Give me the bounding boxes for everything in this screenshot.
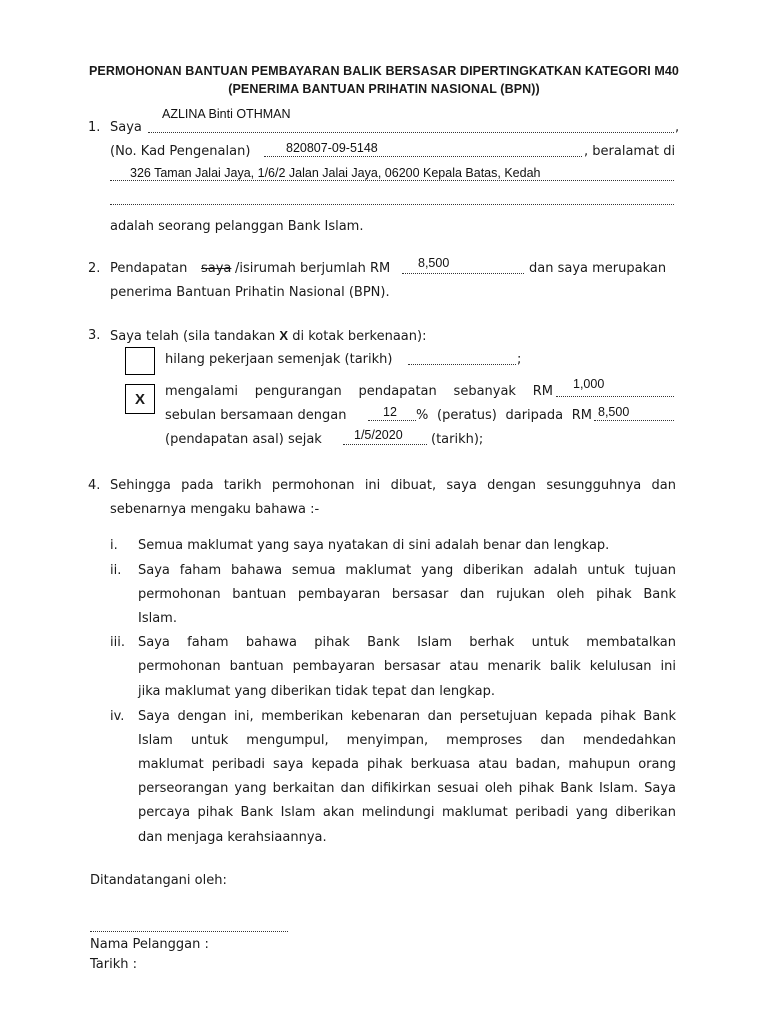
signed-by-label: Ditandatangani oleh: (90, 873, 227, 888)
customer-name-field[interactable] (148, 132, 674, 133)
declaration-item-number: i. (110, 538, 118, 553)
income-amount-field[interactable] (402, 273, 524, 274)
declaration-item-line: Islam. (138, 611, 177, 626)
tarikh-label: (tarikh); (431, 432, 484, 447)
reduction-amount-field[interactable] (556, 396, 674, 397)
since-date-value: 1/5/2020 (354, 428, 403, 442)
income-amount-value: 8,500 (418, 256, 450, 270)
section-2-number: 2. (88, 261, 101, 276)
declaration-item-number: ii. (110, 563, 122, 578)
job-loss-date-field[interactable] (408, 364, 516, 365)
declaration-item-line: permohonan bantuan pembayaran bersasar atau menarik balik kelulusan ini (138, 659, 676, 674)
job-loss-checkbox[interactable] (125, 347, 155, 375)
declaration-item-line: Saya dengan ini, memberikan kebenaran dan persetujuan kepada pihak Bank (138, 709, 676, 724)
peratus-label: % (peratus) daripada RM (416, 408, 592, 423)
declaration-item-line: Saya faham bahawa pihak Bank Islam berhak untuk membatalkan (138, 635, 676, 650)
declaration-item-line: Saya faham bahawa semua maklumat yang diberikan adalah untuk tujuan (138, 563, 676, 578)
isirumah-label: /isirumah berjumlah RM (235, 261, 391, 276)
beralamat-label: , beralamat di (584, 144, 676, 159)
bpn-statement: penerima Bantuan Prihatin Nasional (BPN). (110, 285, 390, 300)
original-income-value: 8,500 (598, 405, 630, 419)
section-3-instruction: Saya telah (sila tandakan X di kotak berkenaan): (110, 328, 427, 344)
declaration-item-line: maklumat peribadi saya kepada pihak berkuasa atau badan, mahupun orang (138, 757, 676, 772)
percent-field[interactable] (368, 420, 416, 421)
name-comma: , (675, 120, 680, 135)
job-loss-label: hilang pekerjaan semenjak (tarikh) (165, 352, 393, 367)
section-4-intro-line-2: sebenarnya mengaku bahawa :- (110, 502, 320, 517)
customer-name-label: Nama Pelanggan : (90, 937, 209, 952)
form-title: PERMOHONAN BANTUAN PEMBAYARAN BALIK BERSASAR DIPERTINGKATKAN KATEGORI M40 (89, 64, 679, 78)
percent-value: 12 (383, 405, 397, 419)
saya-struck-text: saya (201, 261, 232, 276)
income-reduction-checkbox[interactable] (125, 384, 155, 414)
form-subtitle: (PENERIMA BANTUAN PRIHATIN NASIONAL (BPN)) (228, 82, 540, 96)
section-4-intro-line-1: Sehingga pada tarikh permohonan ini dibuat, saya dengan sesungguhnya dan (110, 478, 676, 493)
original-income-field[interactable] (594, 420, 674, 421)
declaration-item-line: dan menjaga kerahsiaannya. (138, 830, 327, 845)
job-loss-semicolon: ; (517, 352, 522, 367)
address-field-line-1[interactable] (110, 180, 674, 181)
declaration-item-number: iv. (110, 709, 125, 724)
income-reduction-label: mengalami pengurangan pendapatan sebanyak RM (165, 384, 553, 399)
ic-number-value: 820807-09-5148 (286, 141, 378, 155)
dan-label: dan saya merupakan (529, 261, 667, 276)
section-3-number: 3. (88, 328, 101, 343)
checkbox-x-mark: X (134, 390, 145, 408)
ic-number-field[interactable] (264, 156, 582, 157)
declaration-item-line: perseorangan yang berkaitan dan difikirkan sesuai oleh pihak Bank Islam. Saya (138, 781, 676, 796)
sebulan-label: sebulan bersamaan dengan (165, 408, 347, 423)
reduction-amount-value: 1,000 (573, 377, 605, 391)
section-4-number: 4. (88, 478, 101, 493)
declaration-item-line: jika maklumat yang diberikan tidak tepat dan lengkap. (138, 684, 495, 699)
declaration-item-line: permohonan bantuan pembayaran bersasar dan rujukan oleh pihak Bank (138, 587, 676, 602)
date-label: Tarikh : (90, 957, 137, 972)
saya-label: Saya (110, 120, 142, 135)
section-1-number: 1. (88, 120, 101, 135)
declaration-item-line: Islam untuk mengumpul, menyimpan, memproses dan mendedahkan (138, 733, 676, 748)
since-date-field[interactable] (343, 444, 427, 445)
address-value: 326 Taman Jalai Jaya, 1/6/2 Jalan Jalai Jaya, 06200 Kepala Batas, Kedah (130, 166, 541, 180)
declaration-item-number: iii. (110, 635, 125, 650)
declaration-item-line: percaya pihak Bank Islam akan melindungi maklumat peribadi yang diberikan (138, 805, 676, 820)
signature-field[interactable] (90, 931, 288, 932)
customer-name-value: AZLINA Binti OTHMAN (162, 107, 291, 121)
pelanggan-statement: adalah seorang pelanggan Bank Islam. (110, 219, 364, 234)
ic-label: (No. Kad Pengenalan) (110, 144, 251, 159)
pendapatan-asal-label: (pendapatan asal) sejak (165, 432, 322, 447)
declaration-item-line: Semua maklumat yang saya nyatakan di sini adalah benar dan lengkap. (138, 538, 610, 553)
pendapatan-label: Pendapatan (110, 261, 188, 276)
address-field-line-2[interactable] (110, 204, 674, 205)
